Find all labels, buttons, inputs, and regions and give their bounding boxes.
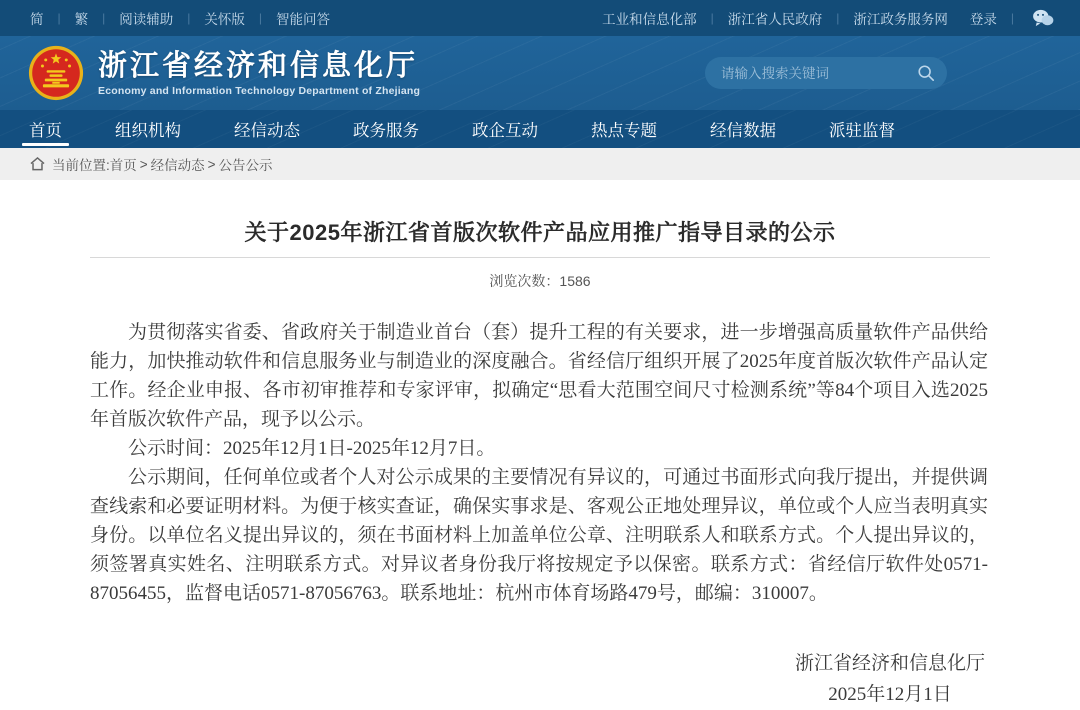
topbar-link-care-version[interactable]: 关怀版: [204, 12, 245, 27]
nav-item-hot-topics[interactable]: 热点专题: [591, 122, 657, 140]
separator: |: [836, 11, 840, 25]
site-title: 浙江省经济和信息化厅: [98, 49, 419, 82]
breadcrumb-item-notices[interactable]: 公告公示: [218, 158, 273, 173]
topbar-left-links: [30, 8, 330, 28]
separator: |: [1010, 11, 1014, 25]
site-subtitle: Economy and Information Technology Department of Zhejiang: [98, 84, 421, 97]
signature-date: 2025年12月1日: [828, 684, 952, 705]
article-paragraph: 为贯彻落实省委、省政府关于制造业首台（套）提升工程的有关要求，进一步增强高质量软件产品供给能力，加快推动软件和信息服务业与制造业的深度融合。省经信厅组织开展了2025年度首版次软件产品认定工作。经企业申报、各市初审推荐和专家评审，拟确定“思看大范围空间尺寸检测系统”等84个项目入选2025年首版次软件产品，现予以公示。: [90, 322, 988, 430]
breadcrumb-separator: >: [139, 156, 148, 172]
home-icon: [30, 157, 45, 171]
topbar-right-links: [602, 8, 1054, 28]
topbar-link-zhejiang-service-net[interactable]: 浙江政务服务网: [853, 12, 948, 27]
article-paragraph: 公示时间：2025年12月1日-2025年12月7日。: [128, 438, 496, 459]
article-content: [0, 180, 1080, 710]
search-icon[interactable]: [917, 64, 935, 82]
signature-department: 浙江省经济和信息化厅: [794, 653, 985, 674]
site-header: [0, 36, 1080, 110]
wechat-icon[interactable]: [1032, 9, 1054, 27]
top-utility-bar: [0, 0, 1080, 36]
title-divider: [90, 257, 990, 258]
view-count-label: 浏览次数：: [489, 273, 560, 289]
article-body: [90, 318, 988, 608]
nav-item-gov-enterprise-interaction[interactable]: 政企互动: [472, 122, 538, 140]
separator: |: [258, 11, 262, 25]
topbar-link-login[interactable]: 登录: [969, 12, 997, 27]
nav-item-organization[interactable]: 组织机构: [115, 122, 181, 140]
topbar-link-smart-qa[interactable]: 智能问答: [276, 12, 330, 27]
separator: |: [57, 11, 61, 25]
national-emblem-logo: [28, 45, 84, 101]
nav-item-gov-services[interactable]: 政务服务: [353, 122, 419, 140]
topbar-link-zhejiang-gov[interactable]: 浙江省人民政府: [727, 12, 823, 27]
nav-item-stationed-supervision[interactable]: 派驻监督: [829, 122, 895, 140]
site-identity: [98, 50, 420, 97]
nav-item-jingxin-data[interactable]: 经信数据: [710, 122, 776, 140]
separator: |: [187, 11, 191, 25]
separator: |: [102, 11, 106, 25]
breadcrumb-prefix: 当前位置:: [52, 158, 110, 173]
search-input[interactable]: [721, 66, 917, 81]
view-count-value: 1586: [559, 273, 591, 289]
article-paragraph: 公示期间，任何单位或者个人对公示成果的主要情况有异议的，可通过书面形式向我厅提出，并提供调查线索和必要证明材料。为便于核实查证，确保实事求是、客观公正地处理异议，单位或个人应当表明真实身份。以单位名义提出异议的，须在书面材料上加盖单位公章、注明联系人和联系方式。个人提出异议的，须签署真实姓名、注明联系方式。对异议者身份我厅将按规定予以保密。联系方式：省经信厅软件处0571-87056455，监督电话0571-87056763。联系地址：杭州市体育场路479号，邮编：310007。: [90, 467, 988, 604]
breadcrumb: [0, 148, 1080, 180]
topbar-link-reading-aid[interactable]: 阅读辅助: [119, 12, 174, 27]
nav-item-jingxin-news[interactable]: 经信动态: [234, 122, 300, 140]
signature-block: [0, 648, 985, 710]
main-navigation: [0, 110, 1080, 148]
view-count: [0, 271, 1080, 291]
topbar-link-miit[interactable]: 工业和信息化部: [602, 12, 697, 27]
search-box: [705, 57, 947, 89]
topbar-link-traditional[interactable]: 繁: [74, 12, 89, 27]
breadcrumb-item-home[interactable]: 首页: [109, 158, 137, 173]
page-title: 关于2025年浙江省首版次软件产品应用推广指导目录的公示: [244, 220, 836, 245]
breadcrumb-separator: >: [207, 156, 216, 172]
breadcrumb-item-jingxin-news[interactable]: 经信动态: [150, 158, 205, 173]
separator: |: [710, 11, 714, 25]
topbar-link-simplified[interactable]: 简: [30, 12, 44, 27]
nav-item-home[interactable]: 首页: [16, 110, 75, 148]
